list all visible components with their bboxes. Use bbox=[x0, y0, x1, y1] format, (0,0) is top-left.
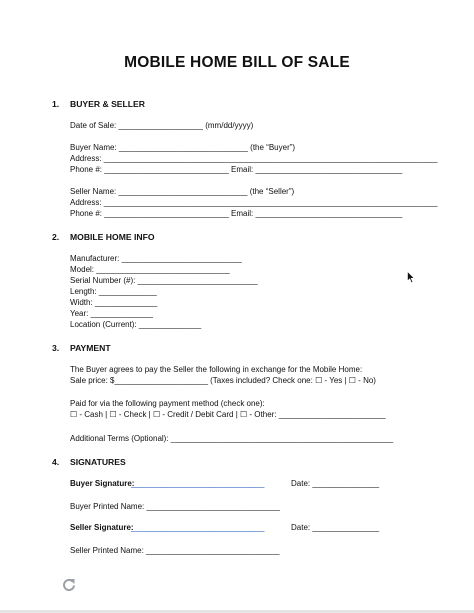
buyer-signature-field[interactable]: ______________________________ bbox=[131, 479, 265, 488]
section-1-number: 1. bbox=[52, 99, 60, 109]
year-field[interactable]: Year: ______________ bbox=[70, 309, 153, 318]
section-1-heading: BUYER & SELLER bbox=[70, 99, 145, 109]
buyer-printed-name-field[interactable]: Buyer Printed Name: ______________________________ bbox=[70, 502, 280, 511]
seller-phone-email-field[interactable]: Phone #: ____________________________ Email: _________________________________ bbox=[70, 209, 403, 218]
section-2-heading: MOBILE HOME INFO bbox=[70, 232, 155, 242]
section-2-number: 2. bbox=[52, 232, 60, 242]
mouse-pointer-icon bbox=[407, 271, 415, 289]
date-of-sale-field[interactable]: Date of Sale: ___________________ (mm/dd/yyyy) bbox=[70, 121, 254, 130]
payment-method-options[interactable]: ☐ - Cash | ☐ - Check | ☐ - Credit / Debit Card | ☐ - Other: ________________________ bbox=[70, 410, 386, 419]
seller-signature-label: Seller Signature: bbox=[70, 523, 134, 532]
length-field[interactable]: Length: _____________ bbox=[70, 287, 157, 296]
buyer-address-field[interactable]: Address: ___________________________________________________________________________ bbox=[70, 154, 438, 163]
model-field[interactable]: Model: ______________________________ bbox=[70, 265, 230, 274]
width-field[interactable]: Width: ______________ bbox=[70, 298, 158, 307]
section-4-heading: SIGNATURES bbox=[70, 457, 126, 467]
section-4-number: 4. bbox=[52, 457, 60, 467]
payment-method-intro: Paid for via the following payment method (check one): bbox=[70, 399, 265, 408]
sale-price-field[interactable]: Sale price: $_____________________ (Taxes included? Check one: ☐ - Yes | ☐ - No) bbox=[70, 376, 376, 385]
location-field[interactable]: Location (Current): ______________ bbox=[70, 320, 202, 329]
page-title: MOBILE HOME BILL OF SALE bbox=[124, 54, 350, 71]
buyer-phone-email-field[interactable]: Phone #: ____________________________ Email: _________________________________ bbox=[70, 165, 403, 174]
seller-address-field[interactable]: Address: ___________________________________________________________________________ bbox=[70, 198, 438, 207]
manufacturer-field[interactable]: Manufacturer: ___________________________ bbox=[70, 254, 242, 263]
section-3-number: 3. bbox=[52, 343, 60, 353]
seller-printed-name-field[interactable]: Seller Printed Name: ______________________________ bbox=[70, 546, 280, 555]
refresh-arrow-logo bbox=[62, 577, 76, 596]
seller-signature-field[interactable]: ______________________________ bbox=[131, 523, 265, 532]
seller-signature-date-field[interactable]: Date: _______________ bbox=[291, 523, 380, 532]
seller-name-field[interactable]: Seller Name: _____________________________ (the “Seller”) bbox=[70, 187, 295, 196]
serial-number-field[interactable]: Serial Number (#): ___________________________ bbox=[70, 276, 258, 285]
section-3-heading: PAYMENT bbox=[70, 343, 111, 353]
additional-terms-field[interactable]: Additional Terms (Optional): __________________________________________________ bbox=[70, 434, 394, 443]
buyer-signature-label: Buyer Signature: bbox=[70, 479, 135, 488]
buyer-signature-date-field[interactable]: Date: _______________ bbox=[291, 479, 380, 488]
payment-agreement-text: The Buyer agrees to pay the Seller the following in exchange for the Mobile Home: bbox=[70, 365, 363, 374]
buyer-name-field[interactable]: Buyer Name: _____________________________ (the “Buyer”) bbox=[70, 143, 296, 152]
